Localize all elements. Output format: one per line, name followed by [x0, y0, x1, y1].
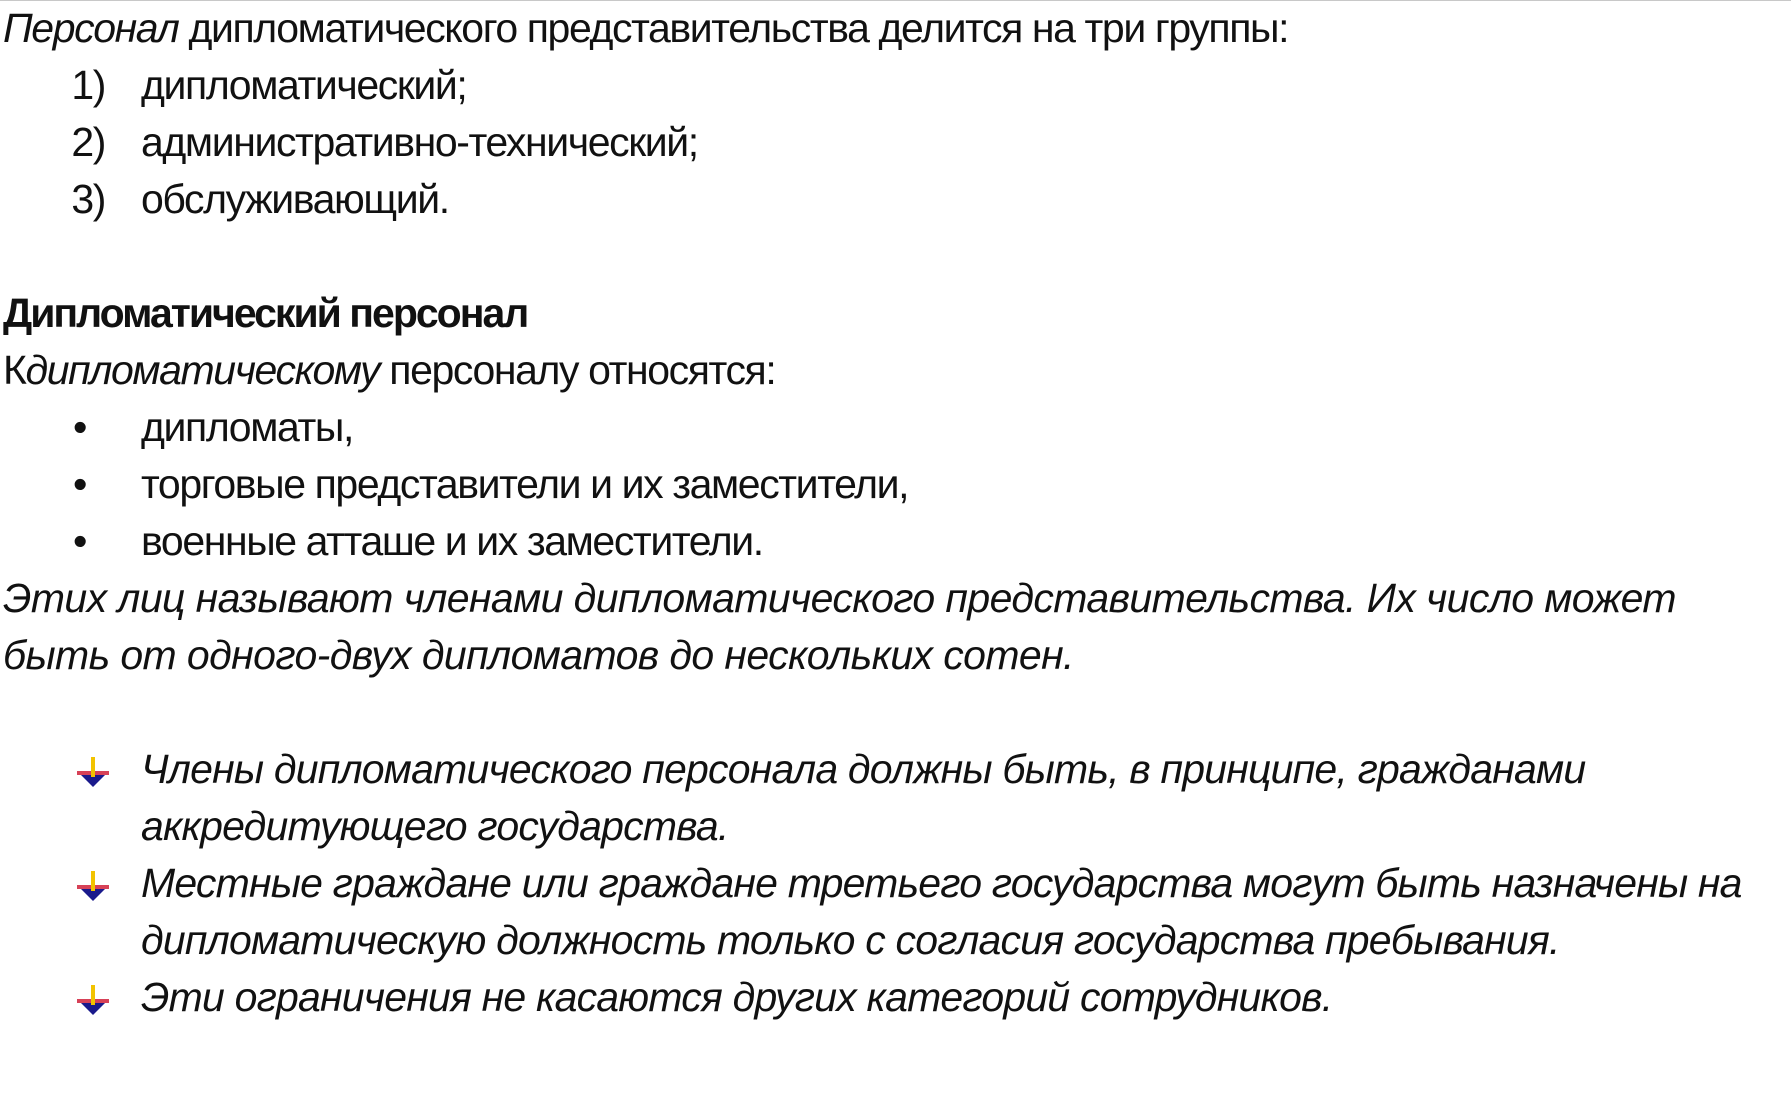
bullet-dot-icon: •: [73, 461, 86, 507]
list-item-text: Местные граждане или граждане третьего государства могут быть назначены на дипломатическую должность только с согласия государства пребывания.: [141, 860, 1742, 963]
document-body: [3, 0, 1788, 1026]
staff-bullet-list: [3, 399, 1788, 570]
list-item-text: дипломатический;: [141, 62, 467, 108]
list-number: 2): [71, 119, 105, 165]
list-item: [3, 741, 1788, 855]
intro-italic-word: Персонал: [3, 5, 179, 51]
paragraph-line: быть от одного-двух дипломатов до нескольких сотен.: [3, 632, 1074, 678]
list-item-text: дипломаты,: [141, 404, 353, 450]
list-item-text: Эти ограничения не касаются других категорий сотрудников.: [141, 974, 1333, 1020]
restrictions-list: [3, 741, 1788, 1026]
list-item-text: административно-технический;: [141, 119, 698, 165]
list-item-text: торговые представители и их заместители,: [141, 461, 909, 507]
intro-line: [3, 0, 1788, 57]
list-number: 3): [71, 176, 105, 222]
members-paragraph: [3, 570, 1788, 684]
list-item: [3, 456, 1788, 513]
paragraph-line: Этих лиц называют членами дипломатического представительства. Их число может: [3, 575, 1676, 621]
list-item-text: обслуживающий.: [141, 176, 449, 222]
intro-rest: дипломатического представительства делится на три группы:: [178, 5, 1289, 51]
spacer: [3, 684, 1788, 741]
list-item: [3, 969, 1788, 1026]
list-item-text: Члены дипломатического персонала должны быть, в принципе, гражданами аккредитующего государства.: [141, 746, 1586, 849]
list-item: [3, 855, 1788, 969]
list-item: [3, 114, 1788, 171]
spacer: [3, 228, 1788, 285]
arrow-down-bullet-icon: [73, 869, 113, 909]
list-item: [3, 171, 1788, 228]
list-number: 1): [71, 62, 105, 108]
subintro-line: [3, 342, 1788, 399]
list-item: [3, 57, 1788, 114]
subintro-prefix: К: [3, 347, 26, 393]
groups-list: [3, 57, 1788, 228]
list-item: [3, 513, 1788, 570]
bullet-dot-icon: •: [73, 518, 86, 564]
bullet-dot-icon: •: [73, 404, 86, 450]
section-heading: Дипломатический персонал: [3, 290, 528, 336]
list-item: [3, 399, 1788, 456]
subintro-italic-word: дипломатическому: [25, 347, 380, 393]
subintro-rest: персоналу относятся:: [379, 347, 776, 393]
arrow-down-bullet-icon: [73, 983, 113, 1023]
arrow-down-bullet-icon: [73, 755, 113, 795]
list-item-text: военные атташе и их заместители.: [141, 518, 763, 564]
